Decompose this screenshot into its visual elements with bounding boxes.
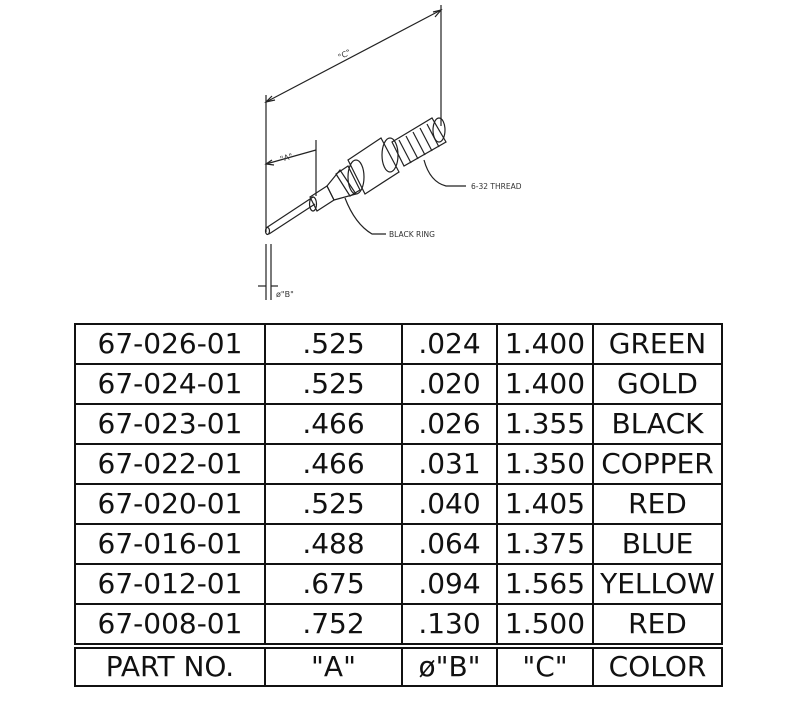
table-header-row — [75, 646, 722, 686]
thread-callout: 6-32 THREAD — [471, 182, 522, 191]
dimension-c-cell: 1.400 — [497, 324, 593, 364]
dimension-b-cell: .094 — [402, 564, 497, 604]
part-number-cell: 67-024-01 — [75, 364, 265, 404]
dimension-b-cell: .024 — [402, 324, 497, 364]
dimension-c-cell: 1.400 — [497, 364, 593, 404]
table-row — [75, 524, 722, 564]
table-row — [75, 324, 722, 364]
part-number-cell: 67-023-01 — [75, 404, 265, 444]
dimension-c-cell: 1.375 — [497, 524, 593, 564]
pin-drawing — [0, 0, 790, 310]
dimension-c-cell: 1.350 — [497, 444, 593, 484]
color-cell: RED — [593, 484, 722, 524]
dimension-b-cell: .031 — [402, 444, 497, 484]
dimension-c-header: "C" — [497, 646, 593, 686]
parts-table — [74, 323, 723, 687]
dimension-b-label: ø"B" — [276, 290, 294, 299]
dimension-b-cell: .026 — [402, 404, 497, 444]
dimension-a-cell: .525 — [265, 484, 402, 524]
color-cell: YELLOW — [593, 564, 722, 604]
dimension-b-cell: .064 — [402, 524, 497, 564]
color-cell: BLACK — [593, 404, 722, 444]
table-row — [75, 604, 722, 646]
ring-callout: BLACK RING — [389, 230, 435, 239]
dimension-a-cell: .752 — [265, 604, 402, 646]
dimension-b-header: ø"B" — [402, 646, 497, 686]
dimension-a-cell: .525 — [265, 364, 402, 404]
dimension-b-cell: .130 — [402, 604, 497, 646]
part-number-cell: 67-008-01 — [75, 604, 265, 646]
dimension-a-cell: .488 — [265, 524, 402, 564]
dimension-c-cell: 1.500 — [497, 604, 593, 646]
part-number-cell: 67-016-01 — [75, 524, 265, 564]
color-cell: GREEN — [593, 324, 722, 364]
part-number-cell: 67-022-01 — [75, 444, 265, 484]
dimension-a-line — [266, 140, 316, 196]
dimension-a-cell: .466 — [265, 444, 402, 484]
color-cell: RED — [593, 604, 722, 646]
dimension-c-cell: 1.565 — [497, 564, 593, 604]
table-row — [75, 484, 722, 524]
dimension-b-cell: .040 — [402, 484, 497, 524]
dimension-a-header: "A" — [265, 646, 402, 686]
table-row — [75, 404, 722, 444]
color-cell: BLUE — [593, 524, 722, 564]
thread-leader — [424, 160, 466, 186]
dimension-b-line — [258, 244, 278, 300]
dimension-a-cell: .466 — [265, 404, 402, 444]
part-number-header: PART NO. — [75, 646, 265, 686]
dimension-c-cell: 1.405 — [497, 484, 593, 524]
dimension-a-label: "A" — [279, 151, 294, 164]
part-number-cell: 67-012-01 — [75, 564, 265, 604]
part-number-cell: 67-026-01 — [75, 324, 265, 364]
dimension-c-line — [266, 5, 441, 232]
table-row — [75, 364, 722, 404]
dimension-b-cell: .020 — [402, 364, 497, 404]
table-row — [75, 444, 722, 484]
ring-leader — [345, 198, 386, 234]
color-cell: COPPER — [593, 444, 722, 484]
dimension-c-cell: 1.355 — [497, 404, 593, 444]
color-cell: GOLD — [593, 364, 722, 404]
color-header: COLOR — [593, 646, 722, 686]
table-row — [75, 564, 722, 604]
dimension-c-label: "C" — [336, 47, 353, 62]
dimension-a-cell: .675 — [265, 564, 402, 604]
pin-body — [266, 118, 447, 235]
dimension-a-cell: .525 — [265, 324, 402, 364]
part-number-cell: 67-020-01 — [75, 484, 265, 524]
